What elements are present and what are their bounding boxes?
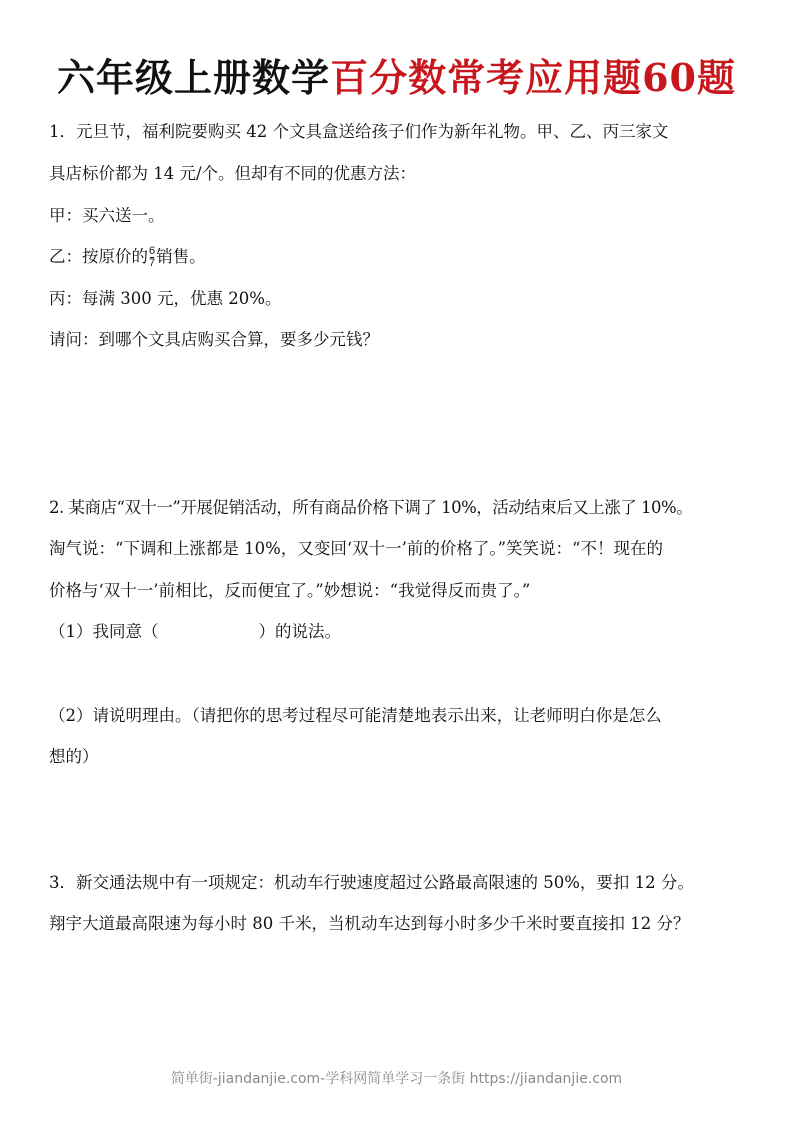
footer-watermark: 简单街-jiandanjie.com-学科网简单学习一条街 https://jiandanjie.com [170,1071,623,1087]
fraction-denominator: 7 [149,257,156,269]
q2-sub1-prefix: （1）我同意（ [49,622,159,641]
q1-option-c: 丙：每满 300 元，优惠 20%。 [49,289,282,308]
q2-sub1-suffix: ）的说法。 [258,622,341,641]
q2-line-3: 价格与‘双十一’前相比，反而便宜了。”妙想说：“我觉得反而贵了。” [49,581,531,600]
q2-line-2: 淘气说：“下调和上涨都是 10%，又变回‘双十一’前的价格了。”笑笑说：“不！现在的 [49,539,663,558]
title-black-part: 六年级上册数学 [57,55,331,100]
q1-option-b-prefix: 乙：按原价的 [49,247,148,266]
q1-option-a: 甲：买六送一。 [49,206,165,225]
title-red-part: 百分数常考应用题60题 [330,55,736,100]
page-title [0,52,793,104]
q2-sub2-line-2: 想的） [49,747,99,766]
q1-line-1: 1．元旦节，福利院要购买 42 个文具盒送给孩子们作为新年礼物。甲、乙、丙三家文 [49,122,669,141]
q3-line-2: 翔宇大道最高限速为每小时 80 千米，当机动车达到每小时多少千米时要直接扣 12 分？ [49,914,690,933]
q2-line-1: 2. 某商店“双十一”开展促销活动，所有商品价格下调了 10%，活动结束后又上涨了 10%。 [49,498,693,517]
fraction-numerator: 6 [149,245,156,257]
q1-option-b [49,245,749,269]
q1-line-2: 具店标价都为 14 元/个。但却有不同的优惠方法： [49,164,417,183]
q3-line-1: 3．新交通法规中有一项规定：机动车行驶速度超过公路最高限速的 50%，要扣 12 分。 [49,873,694,892]
q2-sub1 [49,620,749,644]
q2-sub2-line-1: （2）请说明理由。（请把你的思考过程尽可能清楚地表示出来，让老师明白你是怎么 [49,706,662,725]
q1-question: 请问：到哪个文具店购买合算，要多少元钱？ [49,330,379,349]
fraction [149,246,155,269]
q1-option-b-suffix: 销售。 [156,247,206,266]
